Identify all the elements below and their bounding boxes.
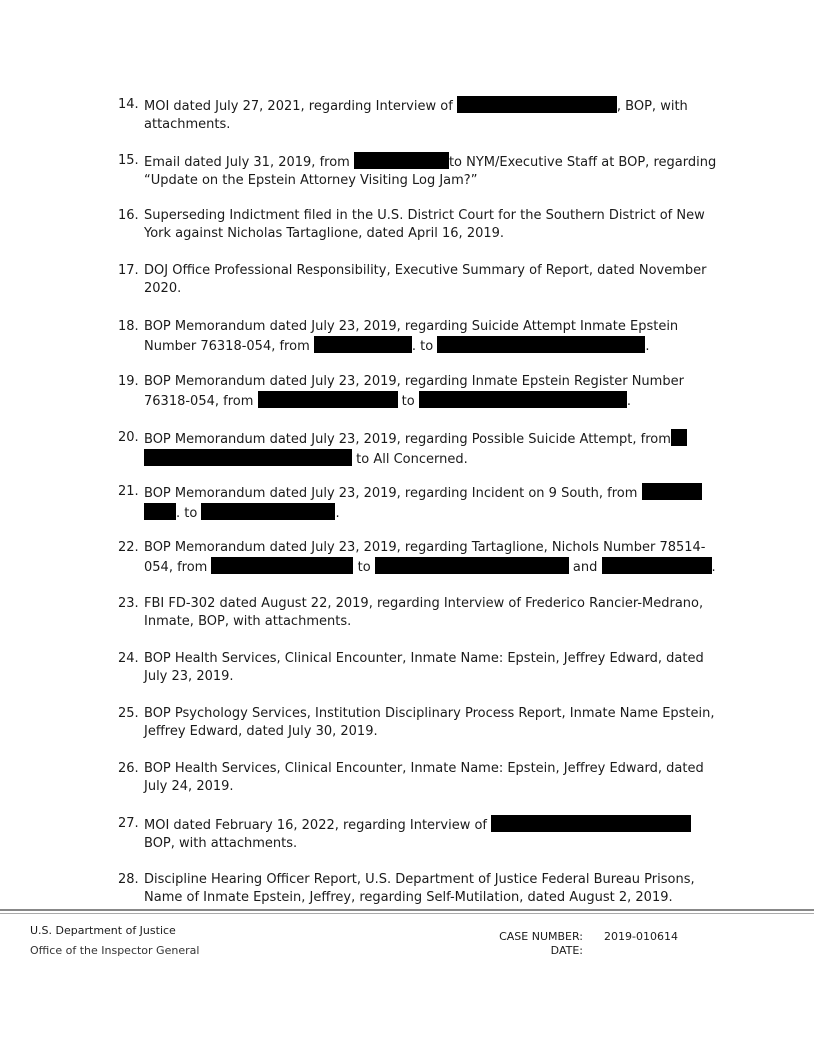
- item-text-segment: . to: [411, 339, 438, 354]
- item-number: 15.: [118, 153, 139, 168]
- footer-divider: [0, 909, 814, 911]
- footer-department: U.S. Department of Justice: [30, 924, 176, 937]
- redaction-box: [314, 336, 412, 353]
- list-item: [118, 373, 718, 411]
- redaction-box: [211, 557, 353, 574]
- item-text-segment: DOJ Office Professional Responsibility, Executive Summary of Report, dated November 2020.: [144, 263, 707, 296]
- item-text-segment: BOP, with attachments.: [144, 836, 298, 851]
- item-number: 16.: [118, 208, 139, 223]
- item-text: [144, 207, 718, 243]
- redaction-box: [419, 391, 627, 408]
- redaction-box: [491, 815, 691, 832]
- item-number: 27.: [118, 816, 139, 831]
- item-text-segment: MOI dated July 27, 2021, regarding Interview of: [144, 99, 457, 114]
- footer-office: Office of the Inspector General: [30, 944, 200, 957]
- item-text-segment: BOP Health Services, Clinical Encounter, Inmate Name: Epstein, Jeffrey Edward, dated July 24, 2019.: [144, 761, 704, 794]
- item-text-segment: .: [335, 506, 340, 521]
- case-number-label: CASE NUMBER:: [499, 930, 583, 943]
- redaction-box: [602, 557, 712, 574]
- item-number: 22.: [118, 540, 139, 555]
- item-number: 14.: [118, 97, 139, 112]
- list-item: [118, 207, 718, 243]
- redaction-box: [457, 96, 617, 113]
- redaction-box: [201, 503, 335, 520]
- list-item: [118, 539, 718, 577]
- redaction-box: [144, 449, 352, 466]
- item-text: [144, 760, 718, 796]
- item-text: [144, 815, 718, 853]
- item-text: [144, 539, 718, 577]
- list-item: [118, 152, 718, 190]
- item-text-segment: Discipline Hearing Officer Report, U.S. Department of Justice Federal Bureau Prisons, Name of Inmate Epstein, Jeffrey, regarding Self-Mutilation, dated August 2, 2019.: [144, 872, 695, 905]
- item-text-segment: BOP Memorandum dated July 23, 2019, regarding Suicide Attempt Inmate Epstein Number 76318-054, from: [144, 319, 679, 354]
- item-text: [144, 96, 718, 134]
- item-text-segment: .: [711, 560, 716, 575]
- item-text: [144, 871, 718, 907]
- list-item: [118, 483, 718, 523]
- item-number: 28.: [118, 872, 139, 887]
- item-text-segment: FBI FD-302 dated August 22, 2019, regarding Interview of Frederico Rancier-Medrano, Inmate, BOP, with attachments.: [144, 596, 704, 629]
- item-text: [144, 483, 718, 523]
- redaction-box: [375, 557, 569, 574]
- item-number: 18.: [118, 319, 139, 334]
- item-text-segment: BOP Health Services, Clinical Encounter, Inmate Name: Epstein, Jeffrey Edward, dated July 23, 2019.: [144, 651, 704, 684]
- list-item: [118, 595, 718, 631]
- item-number: 23.: [118, 596, 139, 611]
- item-text-segment: to: [353, 560, 375, 575]
- item-number: 21.: [118, 484, 139, 499]
- list-item: [118, 262, 718, 298]
- item-text-segment: to NYM/Executive Staff at BOP, regarding “Update on the Epstein Attorney Visiting Log Jam?”: [144, 155, 717, 188]
- item-text-segment: Superseding Indictment filed in the U.S. District Court for the Southern District of New York against Nicholas Tartaglione, dated April 16, 2019.: [144, 208, 705, 241]
- list-item: [118, 96, 718, 134]
- item-text: [144, 705, 718, 741]
- redaction-box: [354, 152, 449, 169]
- item-number: 26.: [118, 761, 139, 776]
- redaction-box: [642, 483, 702, 500]
- redaction-box: [437, 336, 645, 353]
- item-text: [144, 373, 718, 411]
- list-item: [118, 760, 718, 796]
- item-number: 20.: [118, 430, 139, 445]
- item-text-segment: BOP Memorandum dated July 23, 2019, regarding Inmate Epstein Register Number 76318-054, from: [144, 374, 684, 409]
- item-text: [144, 318, 718, 356]
- item-text-segment: . to: [176, 506, 202, 521]
- item-number: 24.: [118, 651, 139, 666]
- item-text-segment: MOI dated February 16, 2022, regarding Interview of: [144, 818, 492, 833]
- item-text-segment: BOP Memorandum dated July 23, 2019, regarding Possible Suicide Attempt, from: [144, 432, 671, 447]
- item-text-segment: and: [568, 560, 602, 575]
- redaction-box: [144, 503, 176, 520]
- item-text: [144, 262, 718, 298]
- item-number: 19.: [118, 374, 139, 389]
- item-text-segment: BOP Memorandum dated July 23, 2019, regarding Incident on 9 South, from: [144, 486, 642, 501]
- list-item: [118, 871, 718, 907]
- redaction-box: [258, 391, 398, 408]
- item-text-segment: .: [626, 394, 631, 409]
- item-text-segment: .: [645, 339, 650, 354]
- item-text: [144, 152, 718, 190]
- list-item: [118, 650, 718, 686]
- item-text: [144, 650, 718, 686]
- item-text-segment: to All Concerned.: [352, 452, 468, 467]
- item-number: 25.: [118, 706, 139, 721]
- date-label: DATE:: [550, 944, 583, 957]
- item-text-segment: to: [397, 394, 419, 409]
- redaction-box: [671, 429, 687, 446]
- case-number-value: 2019-010614: [604, 930, 678, 943]
- item-text-segment: , BOP, with attachments.: [144, 99, 688, 132]
- list-item: [118, 429, 718, 469]
- item-text-segment: BOP Memorandum dated July 23, 2019, regarding Tartaglione, Nichols Number 78514-054, from: [144, 540, 706, 575]
- list-item: [118, 705, 718, 741]
- item-text-segment: BOP Psychology Services, Institution Disciplinary Process Report, Inmate Name Epstein, Jeffrey Edward, dated July 30, 2019.: [144, 706, 715, 739]
- list-item: [118, 815, 718, 853]
- item-number: 17.: [118, 263, 139, 278]
- item-text: [144, 595, 718, 631]
- footer-divider-thin: [0, 913, 814, 914]
- item-text: [144, 429, 718, 469]
- list-item: [118, 318, 718, 356]
- item-text-segment: Email dated July 31, 2019, from: [144, 155, 354, 170]
